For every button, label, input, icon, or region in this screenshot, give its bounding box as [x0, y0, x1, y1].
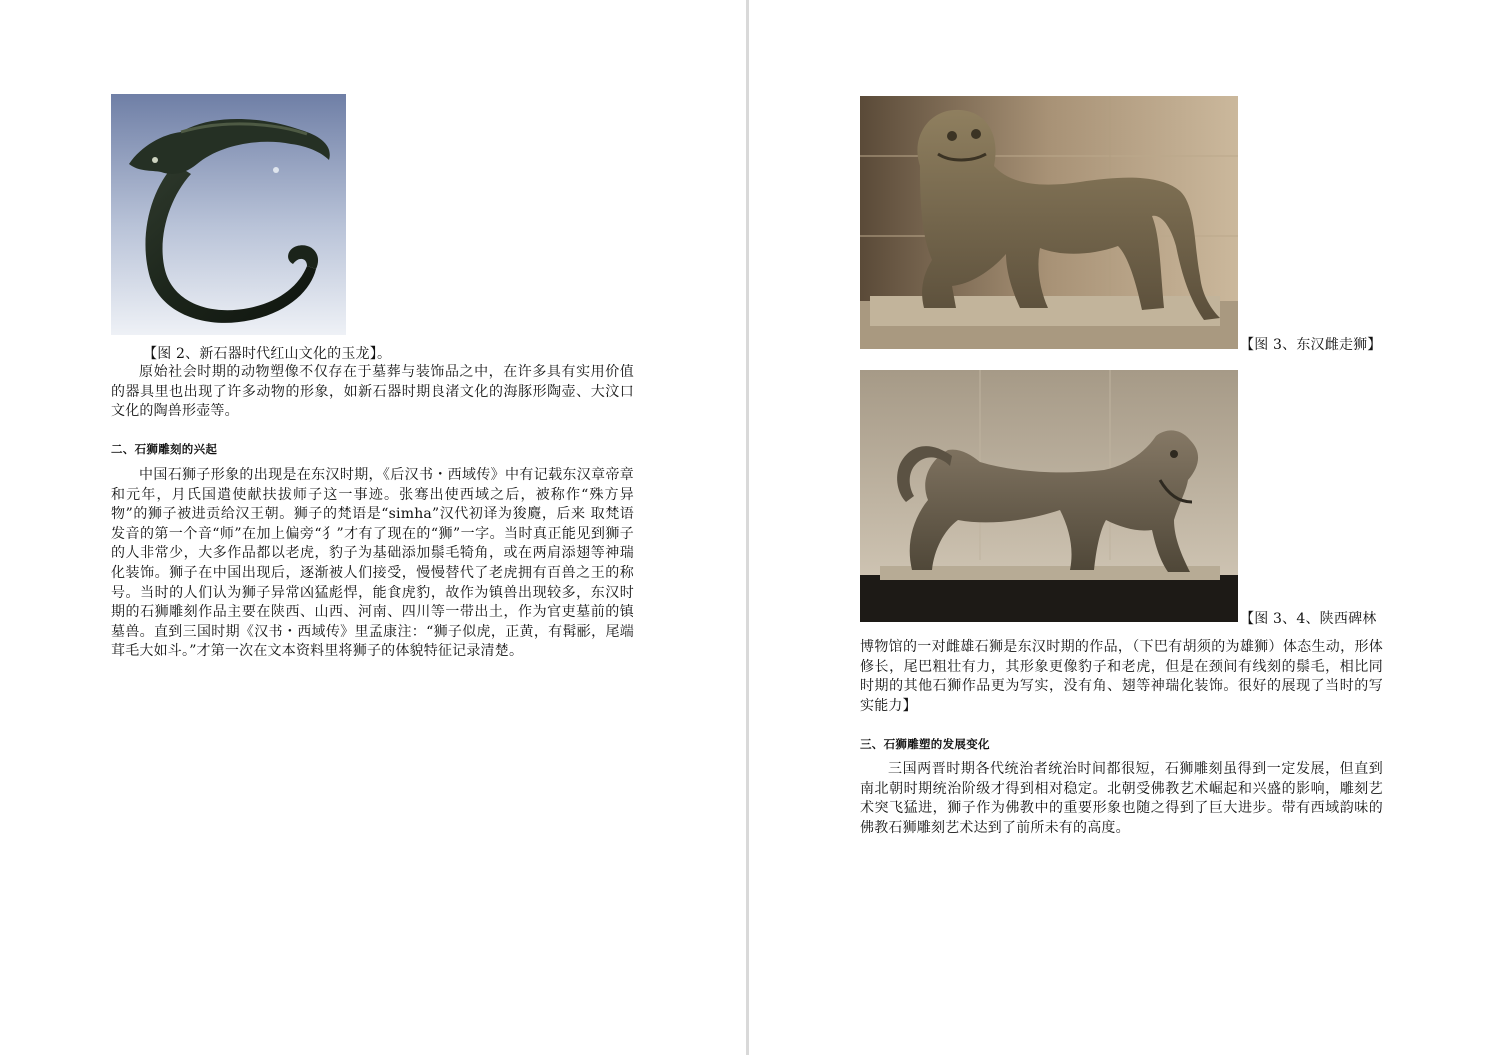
- paragraph-stone-lion-origin: 中国石狮子形象的出现是在东汉时期，《后汉书・西域传》中有记载东汉章帝章和元年，月氏国遣使献扶拔师子这一事迹。张骞出使西域之后，被称作“殊方异物”的狮子被进贡给汉王朝。狮子的梵语是“simha”汉代初译为狻麑，后来 取梵语发音的第一个音“师”在加上偏旁“犭”才有了现在的“狮”一字。当时真正能见到狮子的人非常少，大多作品都以老虎，豹子为基础添加鬃毛犄角，或在两肩添翅等神瑞化装饰。狮子在中国出现后，逐渐被人们接受，慢慢替代了老虎拥有百兽之王的称号。当时的人们认为狮子异常凶猛彪悍，能食虎豹，故作为镇兽出现较多，东汉时期的石狮雕刻作品主要在陕西、山西、河南、四川等一带出土，作为官吏墓前的镇墓兽。直到三国时期《汉书・西域传》里孟康注：“狮子似虎，正黄，有髯彨，尾端茸毛大如斗。”才第一次在文本资料里将狮子的体貌特征记录清楚。: [111, 467, 634, 660]
- paragraph-stone-lion-development: 三国两晋时期各代统治者统治时间都很短，石狮雕刻虽得到一定发展，但直到南北朝时期统治阶级才得到相对稳定。北朝受佛教艺术崛起和兴盛的影响，雕刻艺术突飞猛进，狮子作为佛教中的重要形象也随之得到了巨大进步。带有西域韵味的佛教石狮雕刻艺术达到了前所未有的高度。: [860, 761, 1383, 836]
- section-3-heading: 三、石狮雕塑的发展变化: [860, 737, 990, 751]
- figure-3-caption: 【图 3、东汉雌走狮】: [1240, 337, 1382, 353]
- figure-3-4-caption: 【图 3、4、陕西碑林: [1240, 611, 1377, 627]
- figure-2-caption: 【图 2、新石器时代红山文化的玉龙】。: [143, 346, 392, 362]
- figure-2-jade-dragon-image: [111, 94, 346, 335]
- section-2-heading: 二、石狮雕刻的兴起: [111, 442, 218, 456]
- paragraph-stone-lion-description: 博物馆的一对雌雄石狮是东汉时期的作品，（下巴有胡须的为雄狮）体态生动，形体修长，尾巴粗壮有力，其形象更像豹子和老虎，但是在颈间有线刻的鬃毛，相比同时期的其他石狮作品更为写实，没有角、翅等神瑞化装饰。很好的展现了当时的写实能力】: [860, 639, 1383, 714]
- figure-3-walking-lioness-image: [860, 96, 1238, 349]
- left-page: [0, 0, 746, 1055]
- paragraph-animal-sculpture: 原始社会时期的动物塑像不仅存在于墓葬与装饰品之中，在许多具有实用价值的器具里也出现了许多动物的形象，如新石器时期良渚文化的海豚形陶壶、大汶口文化的陶兽形壶等。: [111, 364, 634, 420]
- figure-4-male-lion-image: [860, 370, 1238, 622]
- right-page: [749, 0, 1500, 1055]
